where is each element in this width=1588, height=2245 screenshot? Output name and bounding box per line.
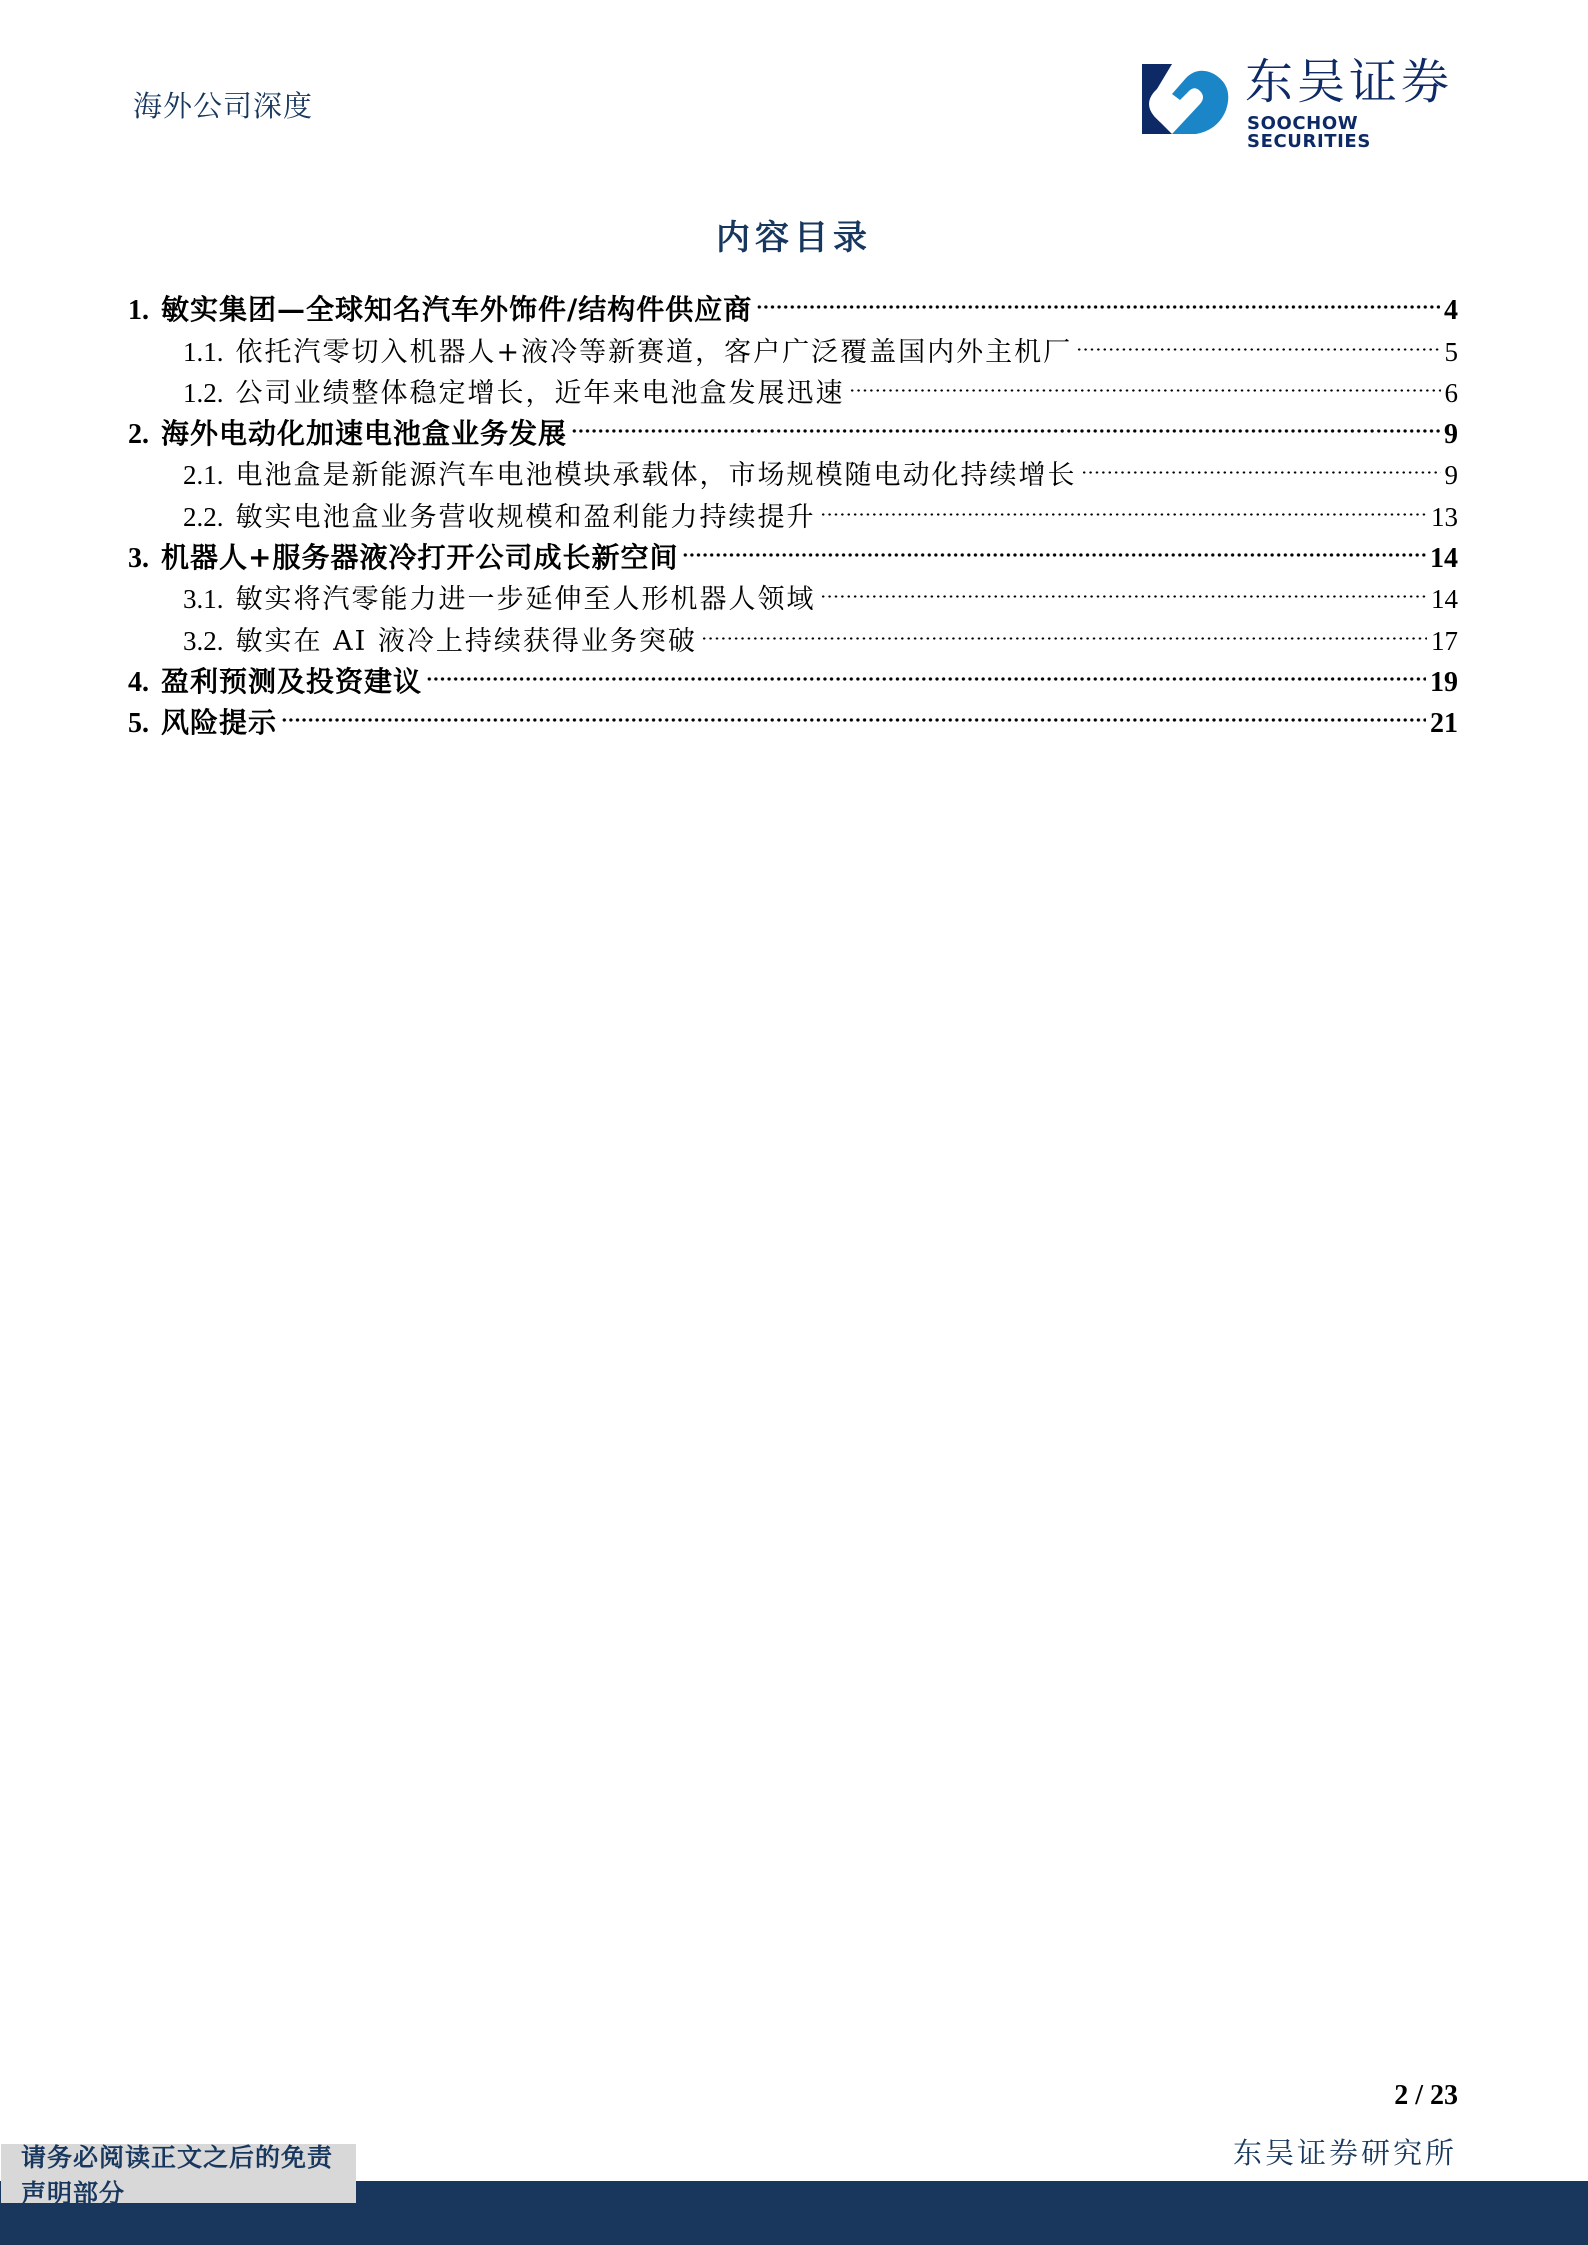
toc-title: 内容目录: [716, 218, 872, 258]
soochow-securities-logo: [1142, 54, 1472, 152]
page-indicator: 2 / 23: [1394, 2080, 1458, 2111]
toc-entry-page: 17: [1431, 625, 1458, 656]
toc-entry-title: 敏实将汽零能力进一步延伸至人形机器人领域: [235, 584, 816, 616]
toc-entry-title: 敏实集团—全球知名汽车外饰件/结构件供应商: [161, 293, 753, 327]
toc-entry-title: 盈利预测及投资建议: [161, 664, 423, 698]
toc-entry-number: 1.: [128, 295, 149, 327]
dot-leader: [571, 402, 1440, 443]
toc-entry-page: 14: [1431, 584, 1458, 615]
disclaimer-text: 请务必阅读正文之后的免责声明部分: [21, 2142, 334, 2208]
toc-entry-number: 2.1.: [183, 460, 224, 491]
toc-entry-number: 1.2.: [183, 377, 224, 408]
dot-leader: [281, 691, 1426, 732]
dot-leader: [849, 361, 1441, 402]
toc-entry-title: 电池盒是新能源汽车电池模块承载体，市场规模随电动化持续增长: [235, 460, 1077, 492]
toc-entry-page: 9: [1444, 419, 1458, 451]
toc-entry-number: 4.: [128, 666, 149, 698]
toc-entry-title: 敏实电池盒业务营收规模和盈利能力持续提升: [235, 501, 816, 533]
dot-leader: [820, 567, 1428, 608]
toc-entry-page: 19: [1430, 666, 1458, 698]
dot-leader: [820, 484, 1428, 525]
toc-entry-number: 2.: [128, 419, 149, 451]
toc-entry-page: 14: [1430, 543, 1458, 575]
toc-entry-title: 海外电动化加速电池盒业务发展: [161, 417, 568, 451]
dot-leader: [682, 526, 1426, 567]
toc-entry-title: 依托汽零切入机器人+液冷等新赛道，客户广泛覆盖国内外主机厂: [235, 336, 1073, 368]
toc-entry[interactable]: [128, 691, 1458, 740]
dot-leader: [701, 608, 1427, 649]
toc-entry-number: 2.2.: [183, 501, 224, 532]
toc-entry-title: 风险提示: [161, 706, 278, 740]
dot-leader: [426, 650, 1426, 691]
toc-entry-title: 敏实在 AI 液冷上持续获得业务突破: [235, 625, 697, 657]
toc-entry-page: 5: [1444, 336, 1458, 367]
dot-leader: [756, 278, 1440, 319]
research-institute-name: 东吴证券研究所: [1233, 2136, 1458, 2170]
toc-entry-title: 公司业绩整体稳定增长，近年来电池盒发展迅速: [235, 377, 845, 409]
toc-entry-page: 6: [1444, 377, 1458, 408]
report-category-label: 海外公司深度: [133, 89, 314, 123]
table-of-contents: [128, 278, 1458, 740]
toc-entry-number: 1.1.: [183, 336, 224, 367]
toc-entry-number: 3.: [128, 543, 149, 575]
logo-name-cn: 东吴证券: [1245, 54, 1454, 110]
dot-leader: [1081, 443, 1441, 484]
dot-leader: [1076, 319, 1440, 360]
toc-entry-page: 13: [1431, 501, 1458, 532]
toc-entry-number: 3.2.: [183, 625, 224, 656]
soochow-s-logo-icon: [1142, 64, 1234, 134]
toc-entry[interactable]: [128, 278, 1458, 327]
toc-entry-number: 5.: [128, 708, 149, 740]
toc-entry-page: 21: [1430, 708, 1458, 740]
toc-entry-title: 机器人+服务器液冷打开公司成长新空间: [161, 541, 679, 575]
toc-entry-number: 3.1.: [183, 584, 224, 615]
disclaimer-banner: [1, 2142, 356, 2208]
toc-entry-page: 4: [1444, 295, 1458, 327]
logo-name-en: SOOCHOW SECURITIES: [1247, 113, 1371, 152]
toc-entry-page: 9: [1444, 460, 1458, 491]
